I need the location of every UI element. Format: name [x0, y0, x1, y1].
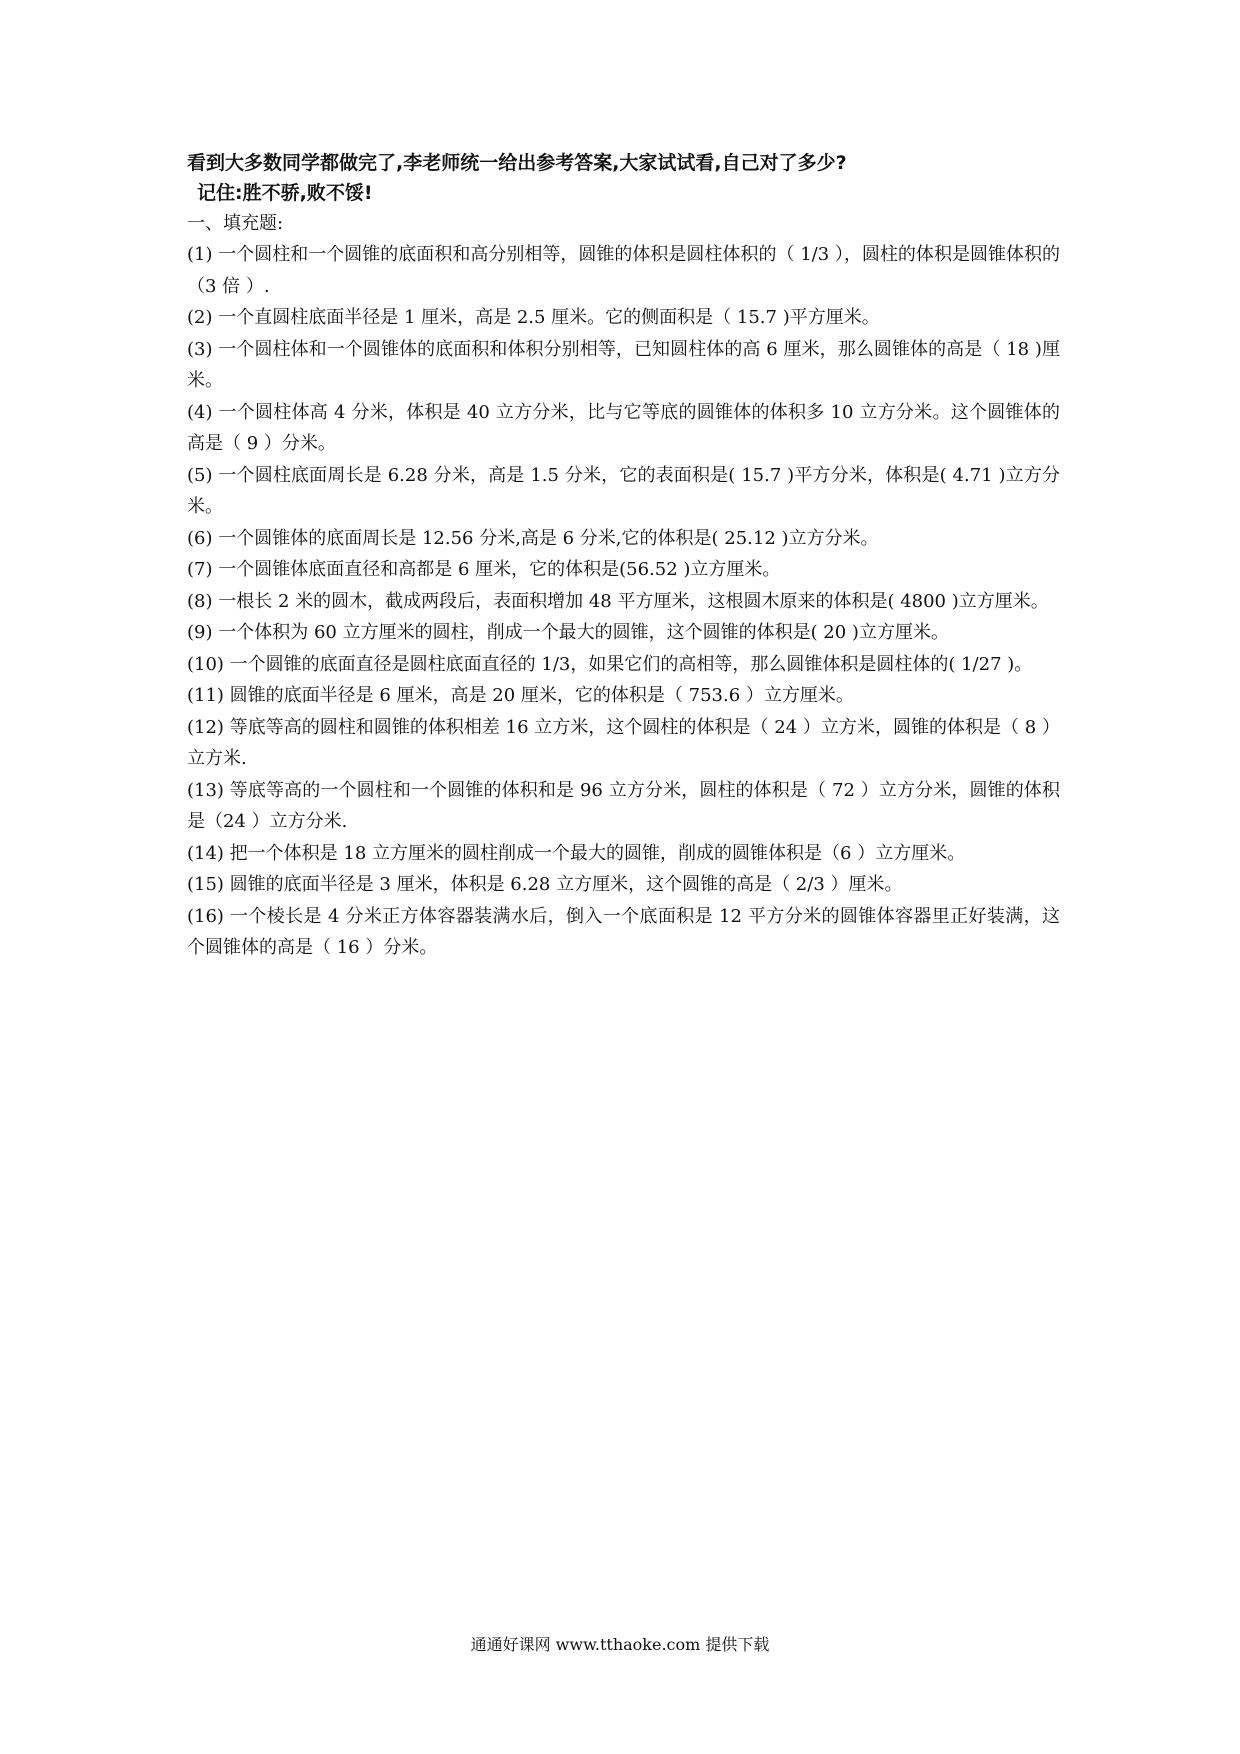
page-footer: 通通好课网 www.tthaoke.com 提供下载 [470, 1635, 770, 1654]
question-3: (3) 一个圆柱体和一个圆锥体的底面积和体积分别相等，已知圆柱体的高 6 厘米，那么圆锥体的高是（ 18 )厘米。 [187, 338, 1060, 391]
motto: 记住:胜不骄,败不馁! [197, 182, 373, 204]
question-14: (14) 把一个体积是 18 立方厘米的圆柱削成一个最大的圆锥，削成的圆锥体积是（6 ）立方厘米。 [187, 842, 966, 864]
question-11: (11) 圆锥的底面半径是 6 厘米，高是 20 厘米，它的体积是（ 753.6 ）立方厘米。 [187, 685, 854, 706]
question-10: (10) 一个圆锥的底面直径是圆柱底面直径的 1/3，如果它们的高相等，那么圆锥体积是圆柱体的( 1/27 )。 [187, 653, 1033, 675]
section-title: 一、填充题: [187, 213, 284, 234]
document-heading: 看到大多数同学都做完了,李老师统一给出参考答案,大家试试看,自己对了多少? [187, 152, 847, 174]
question-9: (9) 一个体积为 60 立方厘米的圆柱，削成一个最大的圆锥，这个圆锥的体积是( 20 )立方厘米。 [187, 622, 949, 643]
question-6: (6) 一个圆锥体的底面周长是 12.56 分米,高是 6 分米,它的体积是( 25.12 )立方分米。 [187, 527, 879, 549]
question-13: (13) 等底等高的一个圆柱和一个圆锥的体积和是 96 立方分米，圆柱的体积是（ 72 ）立方分米，圆锥的体积是（24 ）立方分米. [187, 779, 1060, 832]
question-8: (8) 一根长 2 米的圆木，截成两段后，表面积增加 48 平方厘米，这根圆木原来的体积是( 4800 )立方厘米。 [187, 590, 1049, 612]
question-16: (16) 一个棱长是 4 分米正方体容器装满水后，倒入一个底面积是 12 平方分米的圆锥体容器里正好装满，这个圆锥体的高是（ 16 ）分米。 [187, 905, 1060, 958]
question-7: (7) 一个圆锥体底面直径和高都是 6 厘米，它的体积是(56.52 )立方厘米。 [187, 559, 781, 580]
question-15: (15) 圆锥的底面半径是 3 厘米，体积是 6.28 立方厘米，这个圆锥的高是（ 2/3 ）厘米。 [187, 874, 903, 895]
question-5: (5) 一个圆柱底面周长是 6.28 分米，高是 1.5 分米，它的表面积是( 15.7 )平方分米，体积是( 4.71 )立方分米。 [187, 464, 1060, 517]
question-1: (1) 一个圆柱和一个圆锥的底面积和高分别相等，圆锥的体积是圆柱体积的（ 1/3 ），圆柱的体积是圆锥体积的（3 倍 ）. [187, 244, 1060, 297]
question-4: (4) 一个圆柱体高 4 分米，体积是 40 立方分米，比与它等底的圆锥体的体积多 10 立方分米。这个圆锥体的高是（ 9 ）分米。 [187, 401, 1060, 454]
question-2: (2) 一个直圆柱底面半径是 1 厘米，高是 2.5 厘米。它的侧面积是（ 15.7 )平方厘米。 [187, 307, 880, 328]
document-content [187, 148, 1060, 964]
question-12: (12) 等底等高的圆柱和圆锥的体积相差 16 立方米，这个圆柱的体积是（ 24 ）立方米，圆锥的体积是（ 8 ）立方米. [187, 716, 1060, 769]
question-list [187, 239, 1060, 964]
